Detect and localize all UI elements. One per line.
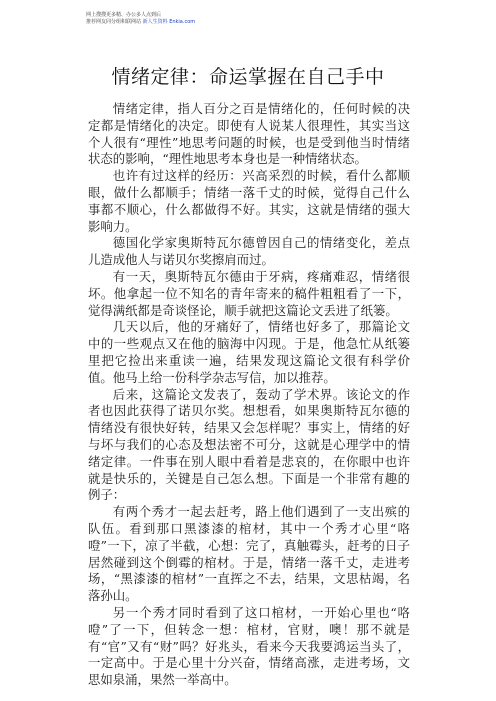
header-note-prefix: 推荐网友同分组积联网站 [86,19,142,25]
paragraph: 几天以后，他的牙痛好了，情绪也好多了，那篇论文中的一些观点又在他的脑海中闪现。于是，他急忙从纸篓里把它捡出来重读一遍，结果发现这篇论文很有科学价值。他马上给一份科学杂志写信，加以推荐。 [88,319,410,385]
header-note-line-2 [86,19,195,26]
paragraph: 另一个秀才同时看到了这口棺材，一开始心里也“咯噔”了一下，但转念一想：棺材，官财，噢！那不就是有“官”又有“财”吗？好兆头，看来今天我要鸿运当头了，一定高中。于是心里十分兴奋，情绪高涨，走进考场，文思如泉涌，果然一举高中。 [88,604,410,688]
header-note [86,12,195,26]
paragraph: 德国化学家奥斯特瓦尔德曾因自己的情绪变化，差点儿造成他人与诺贝尔奖擦肩而过。 [88,235,410,268]
document-body [88,101,410,689]
paragraph: 有一天，奥斯特瓦尔德由于牙病，疼痛难忍，情绪很坏。他拿起一位不知名的青年寄来的稿件粗粗看了一下，觉得满纸都是奇谈怪论，顺手就把这篇论文丢进了纸篓。 [88,268,410,318]
paragraph: 后来，这篇论文发表了，轰动了学术界。该论文的作者也因此获得了诺贝尔奖。想想看，如果奥斯特瓦尔德的情绪没有很快好转，结果又会怎样呢？事实上，情绪的好与坏与我们的心态及想法密不可分，这就是心理学中的情绪定律。一件事在别人眼中看着是悲哀的，在你眼中也许就是快乐的，关键是自己怎么想。下面是一个非常有趣的例子： [88,386,410,503]
document-title: 情绪定律：命运掌握在自己手中 [111,66,385,88]
header-note-link[interactable]: 新人生资料 Enkia.com [142,19,196,25]
paragraph: 也许有过这样的经历：兴高采烈的时候，看什么都顺眼，做什么都顺手；情绪一落千丈的时候，觉得自己什么事都不顺心，什么都做得不好。其实，这就是情绪的强大影响力。 [88,168,410,234]
paragraph: 情绪定律，指人百分之百是情绪化的，任何时候的决定都是情绪化的决定。即使有人说某人很理性，其实当这个人很有“理性”地思考问题的时候，也是受到他当时情绪状态的影响，“理性地思考本身也是一种情绪状态。 [88,101,410,167]
paragraph: 有两个秀才一起去赶考，路上他们遇到了一支出殡的队伍。看到那口黑漆漆的棺材，其中一个秀才心里“咯噔”一下，凉了半截，心想：完了，真触霉头，赶考的日子居然碰到这个倒霉的棺材。于是，情绪一落千丈，走进考场，“黑漆漆的棺材”一直挥之不去，结果，文思枯竭，名落孙山。 [88,504,410,604]
header-note-line-1: 网上搜搜更多精、办公多人点到后 [86,12,162,18]
